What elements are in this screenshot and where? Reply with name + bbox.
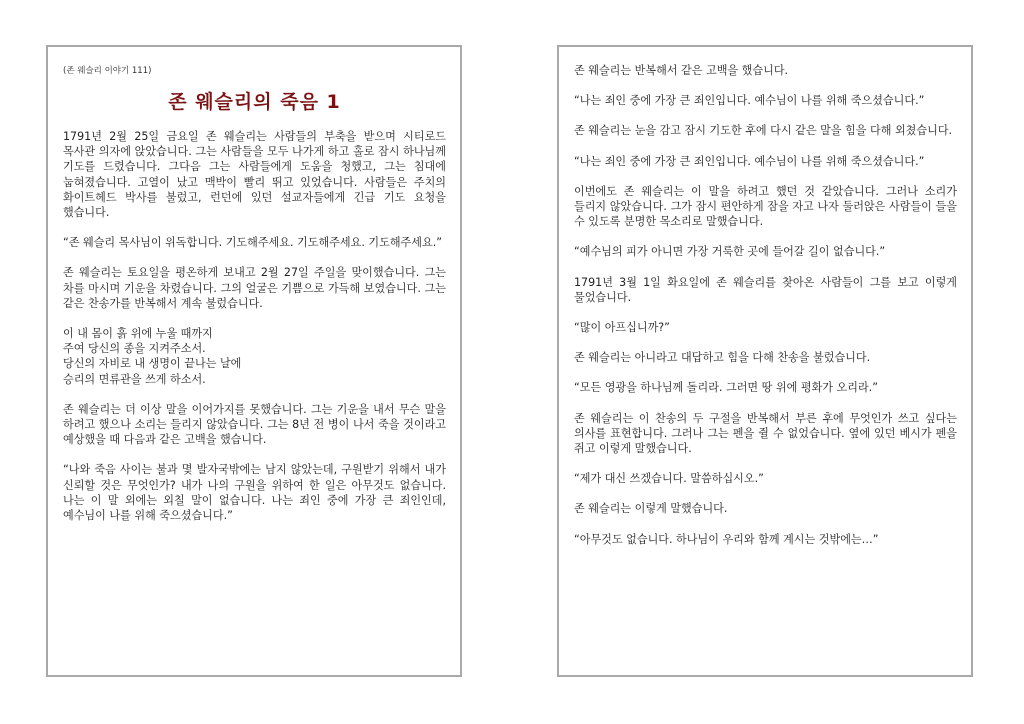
paragraph: 존 웨슬리는 반복해서 같은 고백을 했습니다. [574, 64, 789, 77]
paragraph: 존 웨슬리는 토요일을 평온하게 보내고 2월 27일 주일을 맞이했습니다. 그는 차를 마시며 기운을 차렸습니다. 그의 얼굴은 기쁨으로 가득해 보였습니다. 그는 같은 찬송가를 반복해서 계속 불렀습니다. [63, 266, 446, 310]
series-label: (존 웨슬리 이야기 111) [63, 66, 152, 76]
paragraph: 존 웨슬리는 아니라고 대답하고 힘을 다해 찬송을 불렀습니다. [574, 351, 871, 365]
paragraph: 이번에도 존 웨슬리는 이 말을 하려고 했던 것 같았습니다. 그러나 소리가 들리지 않았습니다. 그가 잠시 편안하게 잠을 자고 나자 둘러앉은 사람들이 들을 수 있도록 분명한 목소리로 말했습니다. [574, 184, 957, 229]
paragraph: 존 웨슬리는 이렇게 말했습니다. [574, 502, 728, 516]
hymn-line: 승리의 면류관을 쓰게 하소서. [63, 372, 206, 386]
paragraph: 1791년 2월 25일 금요일 존 웨슬리는 사람들의 부축을 받으며 시티로드 목사관 의자에 앉았습니다. 그는 사람들을 모두 나가게 하고 홀로 잠시 하나님께 기도를 드렸습니다. 그다음 그는 사람들에게 도움을 청했고, 그는 침대에 눕혀졌습니다. 고열이 났고 맥박이 빨리 뛰고 있었습니다. 사람들은 주치의 화이트헤드 박사를 불렀고, 런던에 있던 설교자들에게 긴급 기도 요청을 했습니다. [63, 130, 446, 220]
paragraph: “많이 아프십니까?” [574, 321, 670, 335]
paragraph: “모든 영광을 하나님께 돌리라. 그러면 땅 위에 평화가 오리라.” [574, 381, 878, 395]
hymn-line: 당신의 자비로 내 생명이 끝나는 날에 [63, 357, 242, 371]
paragraph: “나는 죄인 중에 가장 큰 죄인입니다. 예수님이 나를 위해 죽으셨습니다.” [574, 154, 925, 168]
paragraph: “존 웨슬리 목사님이 위독합니다. 기도해주세요. 기도해주세요. 기도해주세요.” [63, 236, 442, 250]
page-title: 존 웨슬리의 죽음 1 [168, 91, 341, 113]
hymn-line: 이 내 몸이 흙 위에 누울 때까지 [63, 327, 213, 341]
paragraph: 존 웨슬리는 더 이상 말을 이어가지를 못했습니다. 그는 기운을 내서 무슨 말을 하려고 했으나 소리는 들리지 않았습니다. 그는 8년 전 병이 나서 죽을 것이라고 예상했을 때 다음과 같은 고백을 했습니다. [63, 402, 446, 447]
paragraph: “아무것도 없습니다. 하나님이 우리와 함께 계시는 것밖에는…” [574, 532, 879, 546]
paragraph: 존 웨슬리는 눈을 감고 잠시 기도한 후에 다시 같은 말을 힘을 다해 외쳤습니다. [574, 124, 953, 138]
right-page [557, 45, 973, 677]
hymn-line: 주여 당신의 종을 지켜주소서. [63, 342, 206, 356]
paragraph: 1791년 3월 1일 화요일에 존 웨슬리를 찾아온 사람들이 그를 보고 이렇게 물었습니다. [574, 275, 957, 304]
paragraph: “나는 죄인 중에 가장 큰 죄인입니다. 예수님이 나를 위해 죽으셨습니다.” [574, 94, 925, 108]
paragraph: 존 웨슬리는 이 찬송의 두 구절을 반복해서 부른 후에 무엇인가 쓰고 싶다는 의사를 표현합니다. 그러나 그는 펜을 쥘 수 없었습니다. 옆에 있던 베시가 펜을 쥐고 이렇게 말했습니다. [574, 411, 957, 456]
left-page [46, 45, 462, 677]
paragraph: “제가 대신 쓰겠습니다. 말씀하십시오.” [574, 472, 764, 486]
paragraph: “예수님의 피가 아니면 가장 거룩한 곳에 들어갈 길이 없습니다.” [574, 245, 886, 259]
paragraph: “나와 죽음 사이는 불과 몇 발자국밖에는 남지 않았는데, 구원받기 위해서 내가 신뢰할 것은 무엇인가? 내가 나의 구원을 위하여 한 일은 아무것도 없습니다. 나는 이 말 외에는 외칠 말이 없습니다. 나는 죄인 중에 가장 큰 죄인인데, 예수님이 나를 위해 죽으셨습니다.” [63, 463, 446, 523]
hymn-verse [63, 326, 446, 387]
